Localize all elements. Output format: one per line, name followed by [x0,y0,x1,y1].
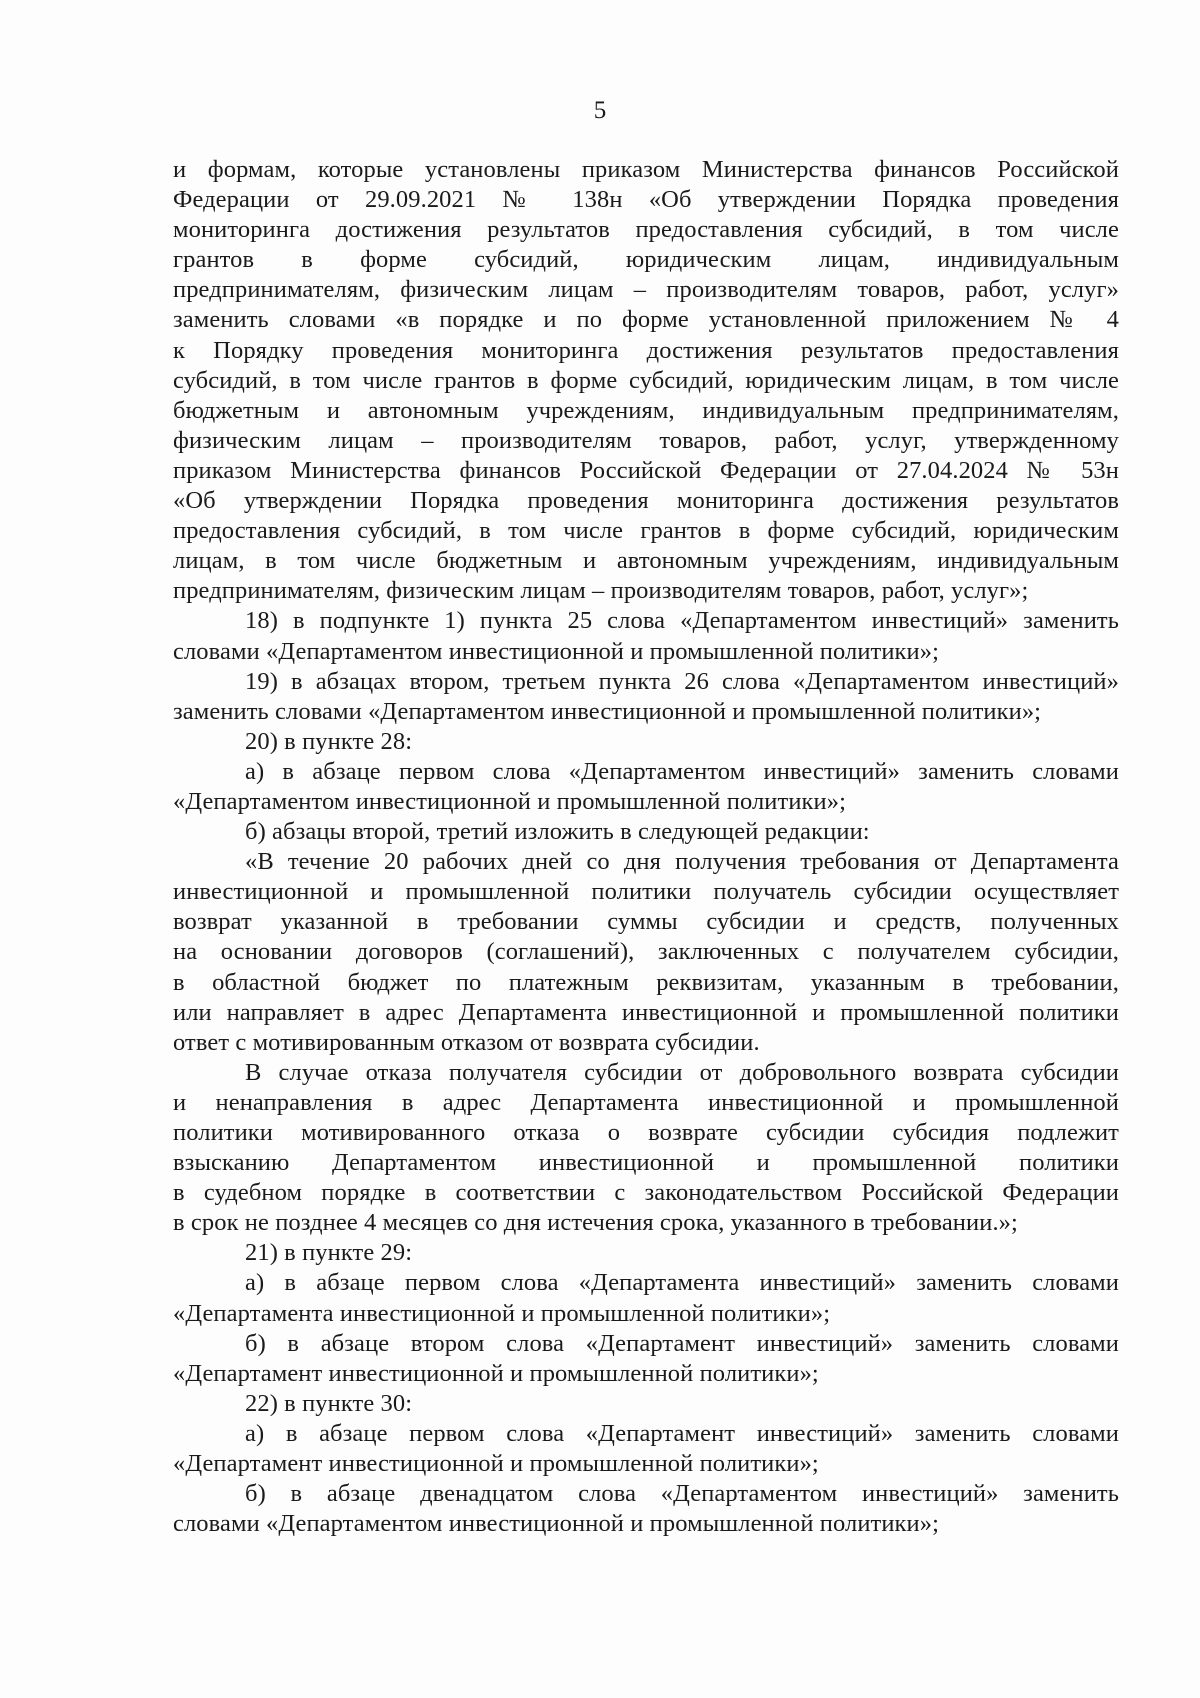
page-number: 5 [593,97,607,124]
text-line: б) в абзаце втором слова «Департамент инвестиций» заменить словами [245,1329,1119,1357]
text-line: приказом Министерства финансов Российской Федерации от 27.04.2024 № 53н [173,456,1119,484]
text-line: заменить словами «в порядке и по форме установленной приложением № 4 [173,306,1119,334]
text-line: бюджетным и автономным учреждениям, индивидуальным предпринимателям, [173,396,1119,424]
text-line: 20) в пункте 28: [245,727,413,755]
text-line: в срок не позднее 4 месяцев со дня истечения срока, указанного в требовании.»; [173,1209,1018,1237]
text-line: словами «Департаментом инвестиционной и промышленной политики»; [173,637,940,665]
text-line: физическим лицам – производителям товаров, работ, услуг, утвержденному [173,426,1119,454]
text-line: лицам, в том числе бюджетным и автономным учреждениям, индивидуальным [173,547,1119,575]
text-line: «Департаментом инвестиционной и промышленной политики»; [173,787,847,815]
text-line: предпринимателям, физическим лицам – производителям товаров, работ, услуг»; [173,577,1029,605]
text-line: на основании договоров (соглашений), заключенных с получателем субсидии, [173,938,1119,966]
text-line: инвестиционной и промышленной политики получатель субсидии осуществляет [173,878,1119,906]
text-line: 18) в подпункте 1) пункта 25 слова «Департаментом инвестиций» заменить [245,607,1119,635]
text-line: и формам, которые установлены приказом Министерства финансов Российской [173,156,1119,183]
text-line: к Порядку проведения мониторинга достижения результатов предоставления [173,336,1119,364]
text-line: «Об утверждении Порядка проведения мониторинга достижения результатов [173,487,1119,515]
text-line: субсидий, в том числе грантов в форме субсидий, юридическим лицам, в том числе [173,366,1119,394]
text-line: «В течение 20 рабочих дней со дня получения требования от Департамента [245,848,1119,876]
text-line: б) абзацы второй, третий изложить в следующей редакции: [245,818,870,846]
text-line: а) в абзаце первом слова «Департамента инвестиций» заменить словами [245,1269,1119,1297]
text-line: в судебном порядке в соответствии с законодательством Российской Федерации [173,1179,1119,1207]
text-line: взысканию Департаментом инвестиционной и промышленной политики [173,1149,1119,1177]
text-line: словами «Департаментом инвестиционной и промышленной политики»; [173,1510,940,1538]
text-line: 21) в пункте 29: [245,1239,413,1267]
text-line: в областной бюджет по платежным реквизитам, указанным в требовании, [173,968,1119,996]
text-line: «Департамент инвестиционной и промышленной политики»; [173,1450,819,1478]
text-line: а) в абзаце первом слова «Департамент инвестиций» заменить словами [245,1419,1119,1447]
text-line: политики мотивированного отказа о возврате субсидии субсидия подлежит [173,1119,1119,1146]
text-line: «Департамента инвестиционной и промышленной политики»; [173,1299,831,1327]
text-line: предпринимателям, физическим лицам – производителям товаров, работ, услуг» [173,276,1119,304]
document-body [173,155,1119,1539]
text-line: б) в абзаце двенадцатом слова «Департаментом инвестиций» заменить [245,1480,1119,1508]
text-line: грантов в форме субсидий, юридическим лицам, индивидуальным [173,246,1119,274]
text-line: 19) в абзацах втором, третьем пункта 26 слова «Департаментом инвестиций» [245,667,1119,695]
text-line: ответ с мотивированным отказом от возврата субсидии. [173,1028,760,1056]
text-line: предоставления субсидий, в том числе грантов в форме субсидий, юридическим [173,517,1119,545]
text-line: возврат указанной в требовании суммы субсидии и средств, полученных [173,908,1119,936]
text-line: Федерации от 29.09.2021 № 138н «Об утверждении Порядка проведения [173,186,1119,214]
text-line: В случае отказа получателя субсидии от добровольного возврата субсидии [245,1058,1119,1086]
text-line: мониторинга достижения результатов предоставления субсидий, в том числе [173,216,1119,244]
text-line: заменить словами «Департаментом инвестиционной и промышленной политики»; [173,697,1042,725]
text-line: 22) в пункте 30: [245,1389,413,1417]
text-line: или направляет в адрес Департамента инвестиционной и промышленной политики [173,998,1119,1026]
text-line: а) в абзаце первом слова «Департаментом инвестиций» заменить словами [245,757,1119,785]
text-line: и ненаправления в адрес Департамента инвестиционной и промышленной [173,1088,1119,1116]
text-line: «Департамент инвестиционной и промышленной политики»; [173,1359,819,1387]
